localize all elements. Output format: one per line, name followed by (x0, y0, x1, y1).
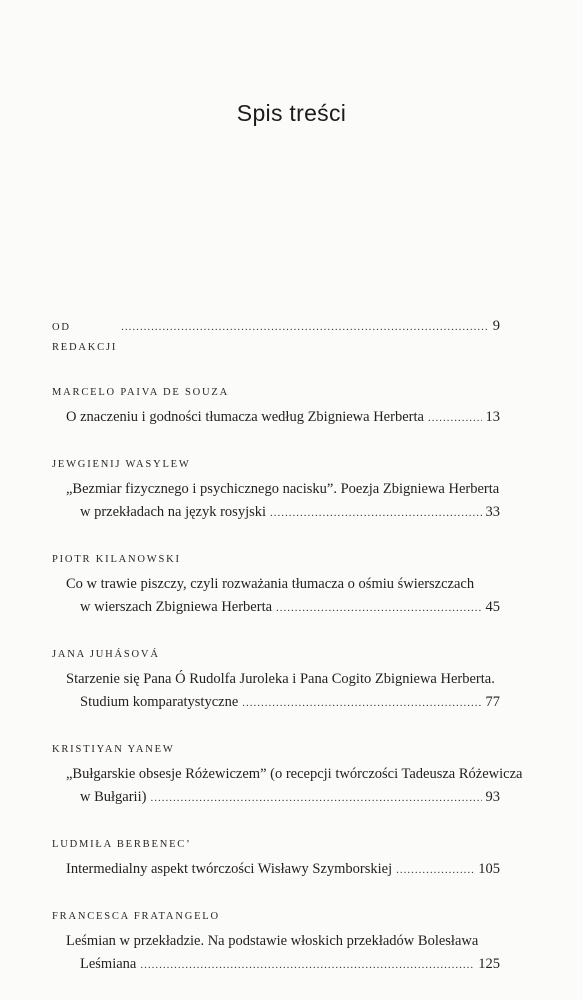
page-number: 105 (478, 861, 500, 877)
entry-title: OD REDAKCJI (52, 322, 118, 353)
dot-leader (121, 317, 489, 337)
entry-title-line: Starzenie się Pana Ó Rudolfa Juroleka i Pana Cogito Zbigniewa Herberta. (66, 671, 495, 687)
dot-leader (270, 502, 481, 525)
entry-author: LUDMIŁA BERBENEС’ (52, 839, 192, 850)
entry-title-line (52, 786, 500, 810)
entry-title: w przekładach na język rosyjski (80, 504, 267, 520)
entry-title-line (52, 691, 500, 715)
entry-title: Intermedialny aspekt twórczości Wisławy Szymborskiej (66, 861, 393, 877)
page-number: 93 (485, 789, 500, 805)
table-of-contents (52, 316, 523, 977)
entry-author: FRANCESCA FRATANGELO (52, 911, 220, 922)
entry-title: w Bułgarii) (80, 789, 147, 805)
toc-entry[interactable] (52, 837, 500, 882)
page-number: 9 (492, 318, 500, 334)
entry-title-line: Co w trawie piszczy, czyli rozważania tłumacza o ośmiu świerszczach (66, 576, 475, 592)
entry-author: PIOTR KILANOWSKI (52, 554, 181, 565)
entry-title: Studium komparatystyczne (80, 694, 239, 710)
entry-title-line: „Bezmiar fizycznego i psychicznego nacisku”. Poezja Zbigniewa Herberta (66, 481, 500, 497)
dot-leader (140, 954, 474, 977)
toc-entry-editorial[interactable] (52, 316, 500, 358)
entry-title: w wierszach Zbigniewa Herberta (80, 599, 273, 615)
page-title: Spis treści (236, 100, 347, 126)
entry-title: Leśmiana (80, 956, 137, 972)
page-number: 77 (485, 694, 500, 710)
entry-title-line (52, 501, 500, 525)
toc-entry[interactable] (52, 742, 523, 810)
entry-title-line (52, 858, 500, 882)
dot-leader (276, 597, 481, 620)
entry-title-line (52, 596, 500, 620)
entry-author: MARCELO PAIVA DE SOUZA (52, 387, 229, 398)
page-number: 33 (485, 504, 500, 520)
entry-title-line (52, 406, 500, 430)
entry-title-line: „Bułgarskie obsesje Różewiczem” (o recepcji twórczości Tadeusza Różewicza (66, 766, 523, 782)
toc-entry[interactable] (52, 647, 500, 715)
dot-leader (396, 859, 474, 882)
page-number: 125 (478, 956, 500, 972)
page-number: 13 (485, 409, 500, 425)
entry-title: O znaczeniu i godności tłumacza według Zbigniewa Herberta (66, 409, 424, 425)
entry-author: KRISTIYAN YANEW (52, 744, 175, 755)
toc-entry[interactable] (52, 909, 500, 977)
toc-entry[interactable] (52, 385, 500, 430)
dot-leader (150, 787, 481, 810)
entry-author: JANA JUHÁSOVÁ (52, 649, 160, 660)
dot-leader (242, 692, 481, 715)
toc-entry[interactable] (52, 552, 500, 620)
dot-leader (428, 407, 482, 430)
entry-title-line (52, 953, 500, 977)
page-number: 45 (485, 599, 500, 615)
entry-author: JEWGIENIJ WASYLEW (52, 459, 191, 470)
entry-title-line: Leśmian w przekładzie. Na podstawie włoskich przekładów Bolesława (66, 933, 479, 949)
toc-entry[interactable] (52, 457, 500, 525)
